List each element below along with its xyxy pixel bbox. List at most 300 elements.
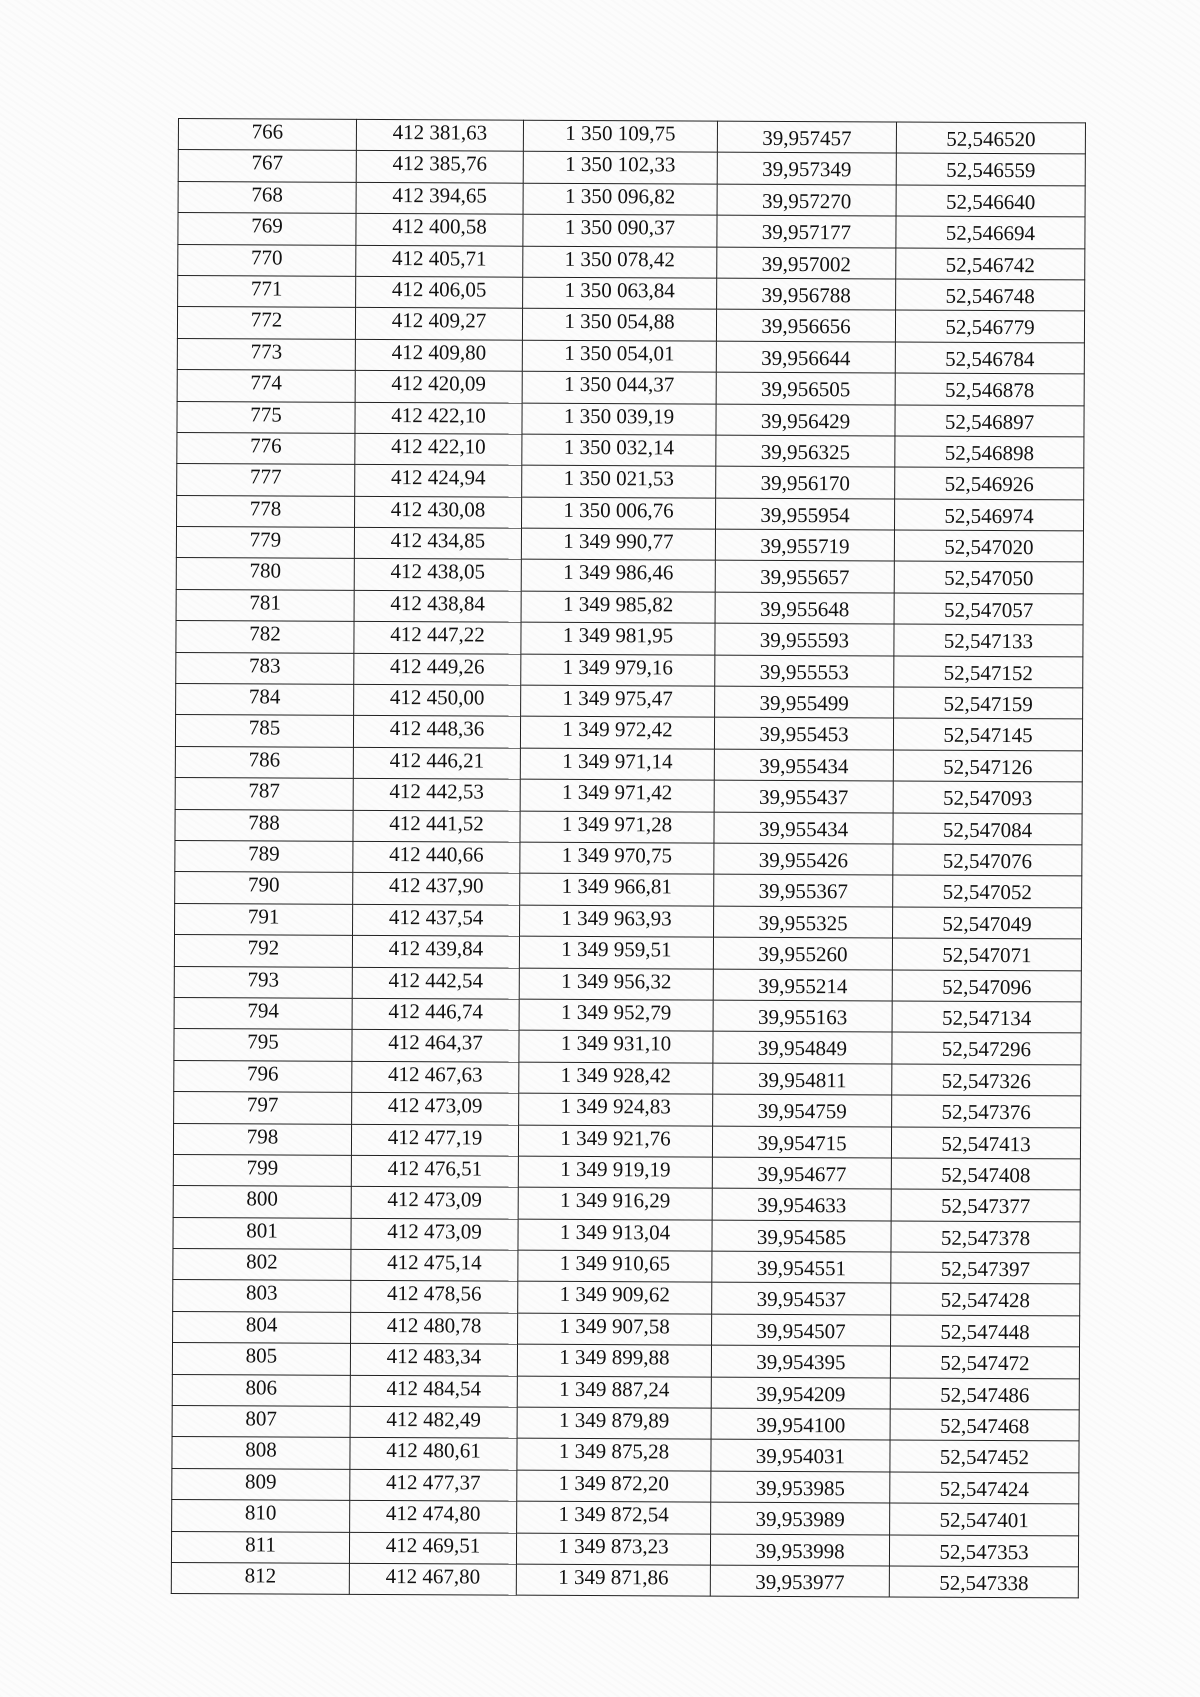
- latitude-cell-text: 39,954395: [756, 1350, 846, 1375]
- longitude-cell: [894, 687, 1083, 719]
- longitude-cell-text: 52,546926: [944, 472, 1034, 497]
- x-coordinate-cell-text: 412 464,37: [388, 1030, 483, 1055]
- y-coordinate-cell: [518, 1250, 712, 1282]
- point-number-cell-text: 802: [246, 1249, 278, 1274]
- longitude-cell-text: 52,546779: [945, 315, 1035, 340]
- point-number-cell: [173, 1154, 351, 1186]
- x-coordinate-cell-text: 412 478,56: [386, 1281, 482, 1306]
- latitude-cell: [712, 1251, 891, 1283]
- y-coordinate-cell: [517, 1501, 711, 1533]
- y-coordinate-cell-text: 1 349 959,51: [561, 937, 672, 962]
- y-coordinate-cell: [522, 371, 716, 403]
- x-coordinate-cell-text: 412 439,84: [388, 936, 484, 961]
- x-coordinate-cell-text: 412 469,51: [385, 1532, 481, 1558]
- longitude-cell: [891, 1315, 1080, 1347]
- y-coordinate-cell-text: 1 349 971,14: [562, 748, 673, 774]
- x-coordinate-cell-text: 412 441,52: [389, 810, 484, 836]
- longitude-cell: [891, 1158, 1080, 1190]
- longitude-cell: [896, 122, 1085, 154]
- longitude-cell-text: 52,547376: [941, 1099, 1031, 1125]
- point-number-cell: [174, 1060, 352, 1092]
- longitude-cell: [896, 248, 1085, 280]
- y-coordinate-cell: [518, 1282, 712, 1314]
- point-number-cell-text: 782: [249, 621, 281, 646]
- point-number-cell: [171, 1562, 349, 1594]
- x-coordinate-cell-text: 412 473,09: [387, 1093, 483, 1118]
- latitude-cell-text: 39,957349: [762, 157, 852, 182]
- y-coordinate-cell: [518, 1156, 712, 1188]
- latitude-cell-text: 39,955453: [759, 722, 849, 747]
- latitude-cell: [712, 1314, 891, 1346]
- latitude-cell-text: 39,953989: [755, 1507, 845, 1532]
- latitude-cell-text: 39,957457: [762, 125, 852, 151]
- x-coordinate-cell-text: 412 473,09: [387, 1187, 483, 1212]
- point-number-cell-text: 798: [246, 1123, 279, 1149]
- latitude-cell: [711, 1471, 890, 1503]
- latitude-cell: [714, 749, 893, 781]
- latitude-cell: [717, 121, 896, 153]
- latitude-cell: [711, 1345, 890, 1377]
- longitude-cell: [890, 1378, 1079, 1410]
- latitude-cell: [713, 1031, 892, 1063]
- y-coordinate-cell: [517, 1344, 711, 1376]
- y-coordinate-cell: [522, 309, 716, 341]
- table-row: [172, 1406, 1079, 1442]
- point-number-cell: [177, 370, 355, 402]
- longitude-cell: [895, 342, 1084, 374]
- latitude-cell: [714, 875, 893, 907]
- point-number-cell: [172, 1406, 350, 1438]
- longitude-cell-text: 52,546974: [944, 503, 1034, 528]
- longitude-cell-text: 52,547408: [941, 1162, 1031, 1188]
- point-number-cell: [172, 1500, 350, 1532]
- latitude-cell: [715, 655, 894, 687]
- longitude-cell-text: 52,546640: [945, 189, 1036, 214]
- latitude-cell-text: 39,954759: [757, 1098, 847, 1124]
- y-coordinate-cell-text: 1 350 054,88: [564, 309, 675, 334]
- longitude-cell: [893, 907, 1082, 939]
- x-coordinate-cell: [356, 245, 523, 277]
- longitude-cell-text: 52,546748: [945, 283, 1035, 309]
- point-number-cell-text: 770: [251, 244, 283, 270]
- y-coordinate-cell-text: 1 349 907,58: [559, 1313, 670, 1339]
- longitude-cell-text: 52,547057: [943, 597, 1034, 623]
- x-coordinate-cell-text: 412 446,21: [389, 747, 485, 773]
- longitude-cell-text: 52,547049: [942, 911, 1032, 936]
- x-coordinate-cell: [356, 214, 523, 246]
- y-coordinate-cell-text: 1 349 990,77: [563, 528, 674, 554]
- point-number-cell-text: 785: [248, 715, 281, 740]
- latitude-cell-text: 39,953977: [755, 1569, 845, 1595]
- latitude-cell-text: 39,956644: [761, 345, 851, 371]
- latitude-cell: [716, 404, 895, 436]
- latitude-cell: [712, 1220, 891, 1252]
- latitude-cell-text: 39,956429: [760, 408, 851, 433]
- point-number-cell: [173, 1217, 351, 1249]
- longitude-cell: [895, 467, 1084, 499]
- latitude-cell-text: 39,955657: [760, 565, 850, 590]
- longitude-cell: [891, 1189, 1080, 1221]
- y-coordinate-cell: [520, 717, 714, 749]
- table-row: [173, 1249, 1080, 1285]
- latitude-cell: [717, 153, 896, 185]
- x-coordinate-cell-text: 412 476,51: [387, 1155, 483, 1181]
- x-coordinate-cell-text: 412 477,19: [387, 1124, 483, 1149]
- y-coordinate-cell: [522, 465, 716, 497]
- x-coordinate-cell-text: 412 406,05: [391, 277, 487, 302]
- y-coordinate-cell: [516, 1533, 710, 1565]
- longitude-cell-text: 52,547397: [940, 1256, 1031, 1282]
- latitude-cell: [711, 1408, 890, 1440]
- x-coordinate-cell-text: 412 480,61: [386, 1438, 481, 1463]
- table-row: [173, 1311, 1080, 1347]
- y-coordinate-cell: [521, 685, 715, 717]
- longitude-cell: [890, 1440, 1079, 1472]
- point-number-cell: [178, 150, 356, 182]
- latitude-cell-text: 39,956505: [760, 376, 851, 402]
- x-coordinate-cell-text: 412 484,54: [386, 1375, 482, 1401]
- longitude-cell-text: 52,547353: [939, 1539, 1029, 1564]
- point-number-cell-text: 812: [244, 1563, 277, 1588]
- longitude-cell: [890, 1409, 1079, 1441]
- point-number-cell-text: 790: [247, 872, 280, 897]
- latitude-cell-text: 39,954677: [757, 1161, 847, 1187]
- x-coordinate-cell-text: 412 438,05: [390, 559, 486, 584]
- y-coordinate-cell: [516, 1564, 710, 1596]
- table-row: [174, 997, 1081, 1033]
- latitude-cell: [715, 623, 894, 655]
- latitude-cell: [713, 1094, 892, 1126]
- table-row: [174, 1092, 1081, 1128]
- latitude-cell: [714, 718, 893, 750]
- longitude-cell-text: 52,546784: [945, 346, 1035, 371]
- table-row: [177, 338, 1084, 374]
- x-coordinate-cell-text: 412 474,80: [385, 1501, 481, 1526]
- latitude-cell: [713, 1000, 892, 1032]
- table-row: [172, 1343, 1079, 1379]
- x-coordinate-cell-text: 412 409,27: [391, 308, 487, 333]
- latitude-cell: [715, 561, 894, 593]
- x-coordinate-cell-text: 412 448,36: [389, 716, 485, 741]
- y-coordinate-cell: [518, 1125, 712, 1157]
- latitude-cell-text: 39,956656: [761, 314, 851, 339]
- x-coordinate-cell: [355, 370, 522, 402]
- longitude-cell: [893, 844, 1082, 876]
- x-coordinate-cell: [351, 1155, 518, 1187]
- point-number-cell-text: 796: [247, 1061, 279, 1086]
- point-number-cell: [178, 119, 356, 151]
- y-coordinate-cell: [517, 1376, 711, 1408]
- point-number-cell: [172, 1437, 350, 1469]
- y-coordinate-cell: [523, 277, 717, 309]
- longitude-cell: [891, 1252, 1080, 1284]
- table-row: [176, 527, 1083, 563]
- x-coordinate-cell: [356, 151, 523, 183]
- latitude-cell: [717, 215, 896, 247]
- x-coordinate-cell-text: 412 430,08: [390, 496, 486, 522]
- y-coordinate-cell: [520, 779, 714, 811]
- y-coordinate-cell-text: 1 349 871,86: [558, 1564, 669, 1590]
- x-coordinate-cell-text: 412 446,74: [388, 998, 483, 1024]
- latitude-cell-text: 39,955648: [759, 596, 850, 622]
- latitude-cell: [716, 466, 895, 498]
- point-number-cell-text: 801: [246, 1218, 278, 1243]
- latitude-cell-text: 39,954537: [756, 1287, 846, 1312]
- point-number-cell: [174, 1092, 352, 1124]
- y-coordinate-cell: [521, 654, 715, 686]
- x-coordinate-cell-text: 412 422,10: [391, 402, 486, 428]
- longitude-cell-text: 52,546694: [945, 220, 1036, 246]
- y-coordinate-cell: [518, 1313, 712, 1345]
- point-number-cell: [173, 1123, 351, 1155]
- latitude-cell-text: 39,955553: [759, 659, 849, 684]
- latitude-cell: [717, 247, 896, 279]
- y-coordinate-cell-text: 1 349 909,62: [559, 1282, 670, 1307]
- table-row: [177, 401, 1084, 437]
- point-number-cell-text: 810: [244, 1500, 277, 1525]
- table-row: [171, 1531, 1078, 1567]
- longitude-cell: [894, 624, 1083, 656]
- latitude-cell: [716, 372, 895, 404]
- point-number-cell: [177, 307, 355, 339]
- latitude-cell-text: 39,955214: [758, 973, 848, 998]
- y-coordinate-cell-text: 1 349 956,32: [561, 968, 672, 993]
- x-coordinate-cell: [356, 276, 523, 308]
- point-number-cell: [176, 652, 354, 684]
- point-number-cell-text: 773: [250, 339, 283, 364]
- y-coordinate-cell-text: 1 349 928,42: [560, 1062, 672, 1088]
- point-number-cell: [175, 715, 353, 747]
- point-number-cell: [175, 809, 353, 841]
- x-coordinate-cell: [350, 1501, 517, 1533]
- longitude-cell: [896, 279, 1085, 311]
- y-coordinate-cell: [521, 591, 715, 623]
- longitude-cell: [889, 1566, 1078, 1598]
- y-coordinate-cell: [520, 811, 714, 843]
- longitude-cell-text: 52,547152: [943, 660, 1033, 685]
- coordinates-table-wrapper: [171, 118, 1080, 1599]
- point-number-cell: [175, 746, 353, 778]
- point-number-cell-text: 778: [249, 496, 282, 521]
- latitude-cell: [717, 184, 896, 216]
- x-coordinate-cell-text: 412 420,09: [391, 371, 487, 396]
- latitude-cell-text: 39,955163: [757, 1004, 848, 1030]
- table-row: [173, 1280, 1080, 1316]
- x-coordinate-cell-text: 412 482,49: [386, 1407, 481, 1432]
- y-coordinate-cell-text: 1 349 875,28: [558, 1439, 670, 1464]
- point-number-cell-text: 766: [251, 119, 284, 144]
- x-coordinate-cell: [353, 810, 520, 842]
- longitude-cell-text: 52,547159: [943, 691, 1033, 717]
- y-coordinate-cell: [520, 874, 714, 906]
- table-row: [175, 872, 1082, 908]
- y-coordinate-cell-text: 1 350 044,37: [564, 372, 675, 397]
- longitude-cell: [896, 216, 1085, 248]
- x-coordinate-cell: [355, 339, 522, 371]
- longitude-cell-text: 52,547084: [942, 817, 1033, 842]
- x-coordinate-cell-text: 412 467,63: [388, 1061, 483, 1087]
- y-coordinate-cell-text: 1 349 972,42: [562, 717, 673, 742]
- point-number-cell-text: 786: [248, 747, 281, 772]
- latitude-cell: [713, 969, 892, 1001]
- x-coordinate-cell-text: 412 422,10: [391, 433, 486, 459]
- point-number-cell: [176, 589, 354, 621]
- y-coordinate-cell: [523, 246, 717, 278]
- longitude-cell-text: 52,547326: [941, 1068, 1031, 1093]
- y-coordinate-cell: [521, 560, 715, 592]
- longitude-cell-text: 52,547093: [943, 785, 1033, 811]
- point-number-cell: [177, 401, 355, 433]
- latitude-cell-text: 39,953998: [755, 1538, 845, 1563]
- y-coordinate-cell: [519, 936, 713, 968]
- x-coordinate-cell: [354, 622, 521, 654]
- y-coordinate-cell-text: 1 350 054,01: [564, 340, 675, 366]
- point-number-cell-text: 805: [245, 1343, 278, 1368]
- x-coordinate-cell-text: 412 400,58: [392, 214, 487, 239]
- longitude-cell: [890, 1472, 1079, 1504]
- latitude-cell-text: 39,953985: [755, 1475, 845, 1501]
- table-row: [176, 589, 1083, 625]
- coordinates-table: [171, 118, 1086, 1599]
- point-number-cell: [178, 213, 356, 245]
- longitude-cell: [894, 530, 1083, 562]
- x-coordinate-cell: [352, 1061, 519, 1093]
- point-number-cell: [175, 778, 353, 810]
- table-row: [175, 778, 1082, 814]
- longitude-cell-text: 52,547377: [941, 1194, 1031, 1219]
- latitude-cell-text: 39,957177: [761, 220, 852, 245]
- table-row: [176, 621, 1083, 657]
- point-number-cell: [176, 527, 354, 559]
- longitude-cell-text: 52,547338: [939, 1570, 1029, 1596]
- longitude-cell: [891, 1221, 1080, 1253]
- point-number-cell-text: 794: [247, 998, 279, 1023]
- x-coordinate-cell: [354, 527, 521, 559]
- point-number-cell-text: 783: [249, 652, 281, 678]
- longitude-cell: [894, 593, 1083, 625]
- point-number-cell-text: 776: [250, 433, 282, 458]
- y-coordinate-cell-text: 1 350 063,84: [564, 277, 675, 303]
- y-coordinate-cell-text: 1 350 006,76: [563, 497, 674, 523]
- latitude-cell: [710, 1565, 889, 1597]
- point-number-cell-text: 792: [247, 935, 280, 960]
- latitude-cell-text: 39,955954: [760, 502, 850, 527]
- table-row: [175, 715, 1082, 751]
- table-row: [178, 150, 1085, 186]
- latitude-cell-text: 39,954633: [757, 1193, 847, 1218]
- y-coordinate-cell-text: 1 349 971,28: [561, 811, 673, 837]
- latitude-cell-text: 39,954811: [757, 1067, 847, 1092]
- table-row: [175, 809, 1082, 845]
- y-coordinate-cell: [517, 1470, 711, 1502]
- longitude-cell-text: 52,547424: [939, 1476, 1029, 1501]
- point-number-cell-text: 772: [250, 307, 283, 332]
- latitude-cell: [713, 937, 892, 969]
- point-number-cell: [174, 966, 352, 998]
- y-coordinate-cell-text: 1 349 971,42: [562, 780, 673, 805]
- y-coordinate-cell: [522, 340, 716, 372]
- point-number-cell-text: 777: [249, 464, 282, 489]
- y-coordinate-cell: [517, 1439, 711, 1471]
- table-row: [175, 840, 1082, 876]
- latitude-cell: [716, 309, 895, 341]
- point-number-cell-text: 795: [247, 1029, 279, 1054]
- latitude-cell-text: 39,955426: [758, 847, 849, 873]
- y-coordinate-cell-text: 1 350 109,75: [565, 120, 676, 146]
- x-coordinate-cell: [352, 936, 519, 968]
- point-number-cell: [175, 872, 353, 904]
- longitude-cell-text: 52,547486: [940, 1382, 1030, 1407]
- point-number-cell-text: 797: [246, 1092, 279, 1117]
- y-coordinate-cell: [519, 968, 713, 1000]
- point-number-cell: [172, 1343, 350, 1375]
- x-coordinate-cell: [352, 967, 519, 999]
- x-coordinate-cell: [353, 873, 520, 905]
- latitude-cell: [711, 1502, 890, 1534]
- y-coordinate-cell: [523, 152, 717, 184]
- table-row: [178, 244, 1085, 280]
- point-number-cell-text: 788: [248, 809, 280, 835]
- x-coordinate-cell-text: 412 467,80: [385, 1564, 481, 1589]
- longitude-cell-text: 52,547126: [943, 754, 1033, 779]
- longitude-cell-text: 52,547401: [939, 1507, 1029, 1533]
- y-coordinate-cell: [520, 905, 714, 937]
- x-coordinate-cell: [352, 1030, 519, 1062]
- latitude-cell: [715, 592, 894, 624]
- y-coordinate-cell: [522, 434, 716, 466]
- y-coordinate-cell-text: 1 349 916,29: [560, 1188, 671, 1213]
- y-coordinate-cell-text: 1 349 872,54: [558, 1502, 669, 1527]
- longitude-cell-text: 52,547428: [940, 1288, 1030, 1313]
- point-number-cell-text: 800: [246, 1186, 279, 1211]
- latitude-cell-text: 39,954551: [756, 1255, 847, 1281]
- point-number-cell: [177, 495, 355, 527]
- x-coordinate-cell-text: 412 442,54: [388, 967, 484, 993]
- longitude-cell: [892, 1064, 1081, 1096]
- x-coordinate-cell-text: 412 424,94: [390, 465, 486, 490]
- latitude-cell: [714, 780, 893, 812]
- latitude-cell: [717, 278, 896, 310]
- x-coordinate-cell: [355, 402, 522, 434]
- longitude-cell-text: 52,547413: [941, 1131, 1031, 1156]
- longitude-cell: [894, 656, 1083, 688]
- longitude-cell-text: 52,547096: [942, 974, 1032, 999]
- y-coordinate-cell-text: 1 350 032,14: [563, 434, 675, 460]
- y-coordinate-cell-text: 1 349 924,83: [560, 1093, 671, 1119]
- x-coordinate-cell-text: 412 477,37: [386, 1469, 481, 1495]
- latitude-cell-text: 39,955499: [759, 690, 849, 716]
- longitude-cell-text: 52,546897: [944, 409, 1035, 434]
- latitude-cell-text: 39,955593: [759, 628, 850, 653]
- latitude-cell-text: 39,955434: [758, 816, 849, 841]
- y-coordinate-cell-text: 1 349 970,75: [561, 842, 673, 868]
- x-coordinate-cell: [356, 182, 523, 214]
- x-coordinate-cell: [356, 119, 523, 151]
- longitude-cell: [893, 813, 1082, 845]
- x-coordinate-cell: [351, 1218, 518, 1250]
- point-number-cell-text: 780: [249, 558, 282, 583]
- longitude-cell-text: 52,547448: [940, 1319, 1030, 1345]
- table-row: [178, 119, 1085, 155]
- latitude-cell: [713, 1063, 892, 1095]
- x-coordinate-cell: [354, 684, 521, 716]
- latitude-cell: [711, 1440, 890, 1472]
- point-number-cell: [177, 432, 355, 464]
- y-coordinate-cell: [521, 497, 715, 529]
- table-row: [172, 1437, 1079, 1473]
- latitude-cell: [712, 1188, 891, 1220]
- longitude-cell-text: 52,547076: [942, 848, 1033, 874]
